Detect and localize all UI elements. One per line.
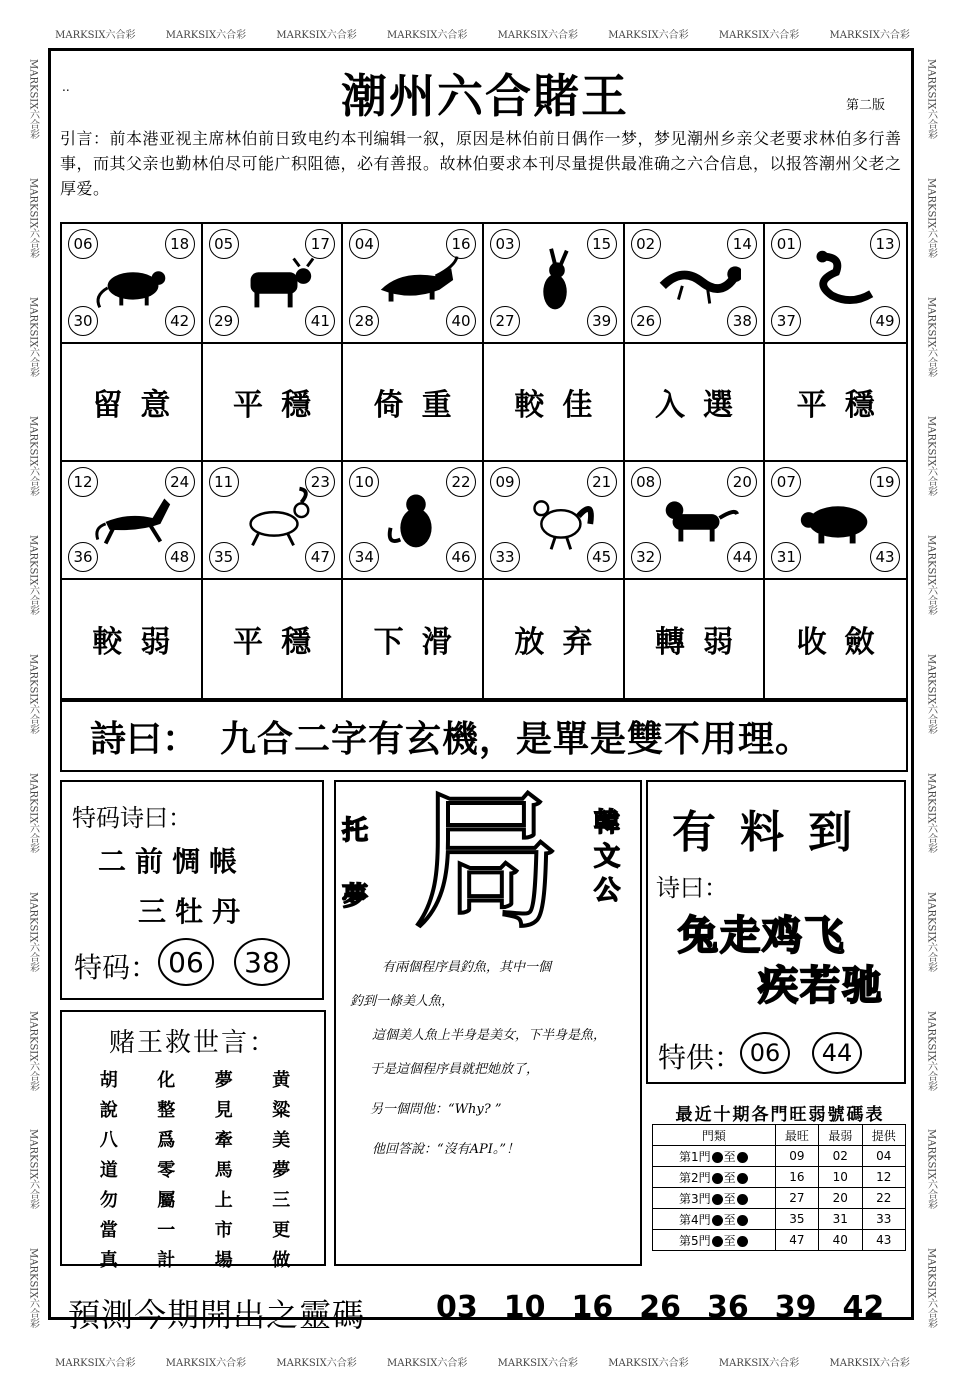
watermark-text: MARKSIX六合彩 — [925, 297, 937, 378]
zodiac-number: 46 — [446, 542, 476, 572]
zodiac-word: 轉弱 — [654, 625, 751, 660]
zodiac-grid — [60, 222, 908, 700]
center-left-char: 托 — [342, 816, 369, 846]
zodiac-cell — [484, 224, 625, 344]
edition-label: 第二版 — [846, 98, 886, 113]
history-gate — [653, 1167, 776, 1188]
range-label: 至 — [723, 1170, 736, 1185]
gambler-char: 八 — [99, 1130, 118, 1151]
center-left-text — [342, 814, 368, 914]
supply-num: 44 — [812, 1032, 862, 1074]
right-poem-line1: 兔走鸡飞 — [678, 913, 846, 959]
watermark-text: MARKSIX六合彩 — [608, 29, 689, 41]
zodiac-cell — [203, 224, 344, 344]
gambler-char: 屬 — [157, 1190, 176, 1211]
ball-icon — [737, 1152, 748, 1163]
watermark-text: MARKSIX六合彩 — [55, 1357, 136, 1369]
gambler-char: 道 — [99, 1160, 118, 1181]
intro-text: 引言：前本港亚视主席林伯前日致电约本刊编辑一叙，原因是林伯前日偶作一梦，梦见潮州乡亲父老要求林伯多行善事，而其父亲也勤林伯尽可能广积阻德，必有善报。故林伯要求本刊尽量提供最准确之六合信息，以报答潮州父老之厚爱。 — [60, 129, 902, 198]
zodiac-word: 放弃 — [514, 625, 611, 660]
zodiac-number: 36 — [68, 542, 98, 572]
ball-icon — [737, 1194, 748, 1205]
center-right-char: 文 — [594, 842, 621, 872]
watermark-top — [40, 22, 925, 44]
center-right-text — [594, 806, 620, 908]
range-label: 至 — [723, 1149, 736, 1164]
gambler-char: 真 — [99, 1250, 118, 1271]
zodiac-word-cell — [484, 580, 625, 698]
rooster-icon — [512, 484, 600, 554]
poem-label: 詩曰： — [90, 718, 199, 760]
gambler-char: 勿 — [99, 1190, 118, 1211]
special-code-label: 特码： — [74, 951, 159, 984]
history-header-row — [653, 1125, 906, 1146]
monkey-icon — [371, 484, 459, 554]
zodiac-word-cell — [625, 580, 766, 698]
zodiac-number: 03 — [490, 229, 520, 259]
history-header: 提供 — [862, 1125, 905, 1146]
watermark-text: MARKSIX六合彩 — [27, 534, 39, 616]
gambler-char: 更 — [272, 1220, 291, 1241]
dragon-icon — [653, 246, 741, 316]
zodiac-word-cell — [62, 580, 203, 698]
watermark-text: MARKSIX六合彩 — [27, 1010, 39, 1091]
gambler-char: 黄 — [272, 1070, 291, 1091]
watermark-text: MARKSIX六合彩 — [497, 29, 578, 41]
snake-icon — [793, 246, 881, 316]
gambler-char: 一 — [157, 1220, 176, 1241]
watermark-text: MARKSIX六合彩 — [27, 297, 39, 378]
watermark-text: MARKSIX六合彩 — [718, 1357, 800, 1369]
poem-text: 九合二字有玄機，是單是雙不用理。 — [220, 718, 813, 760]
horse-icon — [90, 484, 178, 554]
zodiac-word-cell — [62, 344, 203, 462]
ball-icon — [737, 1215, 748, 1226]
watermark-text: MARKSIX六合彩 — [718, 29, 800, 41]
zodiac-number: 02 — [631, 229, 661, 259]
prediction-number: 10 — [503, 1290, 546, 1325]
watermark-text: MARKSIX六合彩 — [386, 29, 468, 41]
history-offer: 43 — [862, 1230, 905, 1251]
zodiac-number: 47 — [305, 542, 335, 572]
gambler-char: 爲 — [157, 1130, 176, 1151]
pig-icon — [793, 484, 881, 554]
poem-banner — [60, 700, 908, 772]
history-offer: 33 — [862, 1209, 905, 1230]
zodiac-cell — [343, 224, 484, 344]
watermark-text: MARKSIX六合彩 — [925, 1010, 937, 1091]
history-hot: 16 — [775, 1167, 818, 1188]
zodiac-word: 較佳 — [514, 388, 611, 423]
ball-icon — [712, 1152, 723, 1163]
zodiac-word-cell — [765, 580, 906, 698]
zodiac-number: 09 — [490, 467, 520, 497]
story-line: 他回答說：“沒有API。”！ — [372, 1142, 520, 1157]
history-hot: 47 — [775, 1230, 818, 1251]
zodiac-number: 40 — [446, 306, 476, 336]
watermark-text: MARKSIX六合彩 — [27, 59, 39, 140]
gambler-chars — [80, 1066, 310, 1272]
gambler-char: 計 — [157, 1250, 176, 1271]
zodiac-number: 26 — [631, 306, 661, 336]
zodiac-number: 30 — [68, 306, 98, 336]
history-row — [653, 1188, 906, 1209]
gate-label: 第3門 — [679, 1191, 711, 1206]
watermark-text: MARKSIX六合彩 — [27, 891, 39, 972]
history-row — [653, 1230, 906, 1251]
zodiac-number: 31 — [771, 542, 801, 572]
history-offer: 12 — [862, 1167, 905, 1188]
watermark-bottom — [40, 1350, 925, 1372]
story-line: 另一個問他：“Why? ” — [370, 1102, 502, 1117]
zodiac-number: 15 — [587, 229, 617, 259]
ball-icon — [712, 1215, 723, 1226]
zodiac-number: 42 — [165, 306, 195, 336]
header-dots: .. — [62, 80, 70, 94]
zodiac-cell — [765, 224, 906, 344]
zodiac-number: 12 — [68, 467, 98, 497]
zodiac-cell — [203, 462, 344, 580]
gambler-char: 夢 — [214, 1070, 233, 1091]
watermark-text: MARKSIX六合彩 — [829, 1357, 910, 1369]
zodiac-number: 21 — [587, 467, 617, 497]
zodiac-word: 平穩 — [232, 388, 329, 423]
center-right-char: 公 — [594, 876, 621, 906]
range-label: 至 — [723, 1233, 736, 1248]
watermark-text: MARKSIX六合彩 — [27, 1129, 39, 1210]
zodiac-word: 下滑 — [373, 625, 470, 660]
story-line: 這個美人魚上半身是美女，下半身是魚， — [372, 1028, 607, 1043]
watermark-text: MARKSIX六合彩 — [276, 29, 357, 41]
history-gate — [653, 1209, 776, 1230]
zodiac-word: 平穩 — [232, 625, 329, 660]
zodiac-word-cell — [343, 344, 484, 462]
zodiac-number: 27 — [490, 306, 520, 336]
zodiac-cell — [765, 462, 906, 580]
right-poem-label: 诗曰： — [656, 874, 728, 902]
zodiac-number: 19 — [870, 467, 900, 497]
zodiac-number: 01 — [771, 229, 801, 259]
history-cold: 02 — [819, 1146, 862, 1167]
gambler-char: 夢 — [272, 1160, 291, 1181]
gambler-char: 整 — [157, 1100, 176, 1121]
zodiac-number: 41 — [305, 306, 335, 336]
zodiac-number: 11 — [209, 467, 239, 497]
goat-icon — [231, 484, 319, 554]
watermark-text: MARKSIX六合彩 — [165, 29, 247, 41]
history-row — [653, 1209, 906, 1230]
gambler-char: 零 — [157, 1160, 176, 1181]
zodiac-number: 16 — [446, 229, 476, 259]
zodiac-number: 34 — [349, 542, 379, 572]
zodiac-word-cell — [343, 580, 484, 698]
ball-icon — [737, 1236, 748, 1247]
watermark-text: MARKSIX六合彩 — [27, 653, 39, 735]
watermark-text: MARKSIX六合彩 — [925, 891, 937, 972]
history-hot: 35 — [775, 1209, 818, 1230]
zodiac-number: 38 — [727, 306, 757, 336]
watermark-left — [22, 40, 44, 1348]
zodiac-number: 44 — [727, 542, 757, 572]
watermark-text: MARKSIX六合彩 — [276, 1357, 357, 1369]
zodiac-number: 08 — [631, 467, 661, 497]
watermark-text: MARKSIX六合彩 — [925, 653, 937, 735]
watermark-text: MARKSIX六合彩 — [27, 1248, 39, 1329]
center-right-char: 韓 — [594, 808, 621, 838]
zodiac-number: 29 — [209, 306, 239, 336]
history-gate — [653, 1230, 776, 1251]
range-label: 至 — [723, 1212, 736, 1227]
gambler-char: 化 — [157, 1070, 176, 1091]
gambler-char: 粱 — [272, 1100, 291, 1121]
watermark-text: MARKSIX六合彩 — [608, 1357, 689, 1369]
special-code-line2: 三牡丹 — [138, 895, 250, 928]
gambler-char: 見 — [214, 1100, 233, 1121]
gambler-char: 說 — [99, 1100, 118, 1121]
prediction-number: 36 — [707, 1290, 749, 1325]
zodiac-word-cell — [484, 344, 625, 462]
zodiac-word: 收斂 — [796, 625, 893, 660]
gambler-char: 上 — [214, 1190, 233, 1211]
history-cold: 40 — [819, 1230, 862, 1251]
tiger-icon — [371, 246, 459, 316]
zodiac-number: 33 — [490, 542, 520, 572]
watermark-text: MARKSIX六合彩 — [925, 772, 937, 854]
gambler-char: 市 — [214, 1220, 233, 1241]
watermark-text: MARKSIX六合彩 — [829, 29, 910, 41]
prediction-number: 16 — [571, 1290, 614, 1325]
zodiac-number: 20 — [727, 467, 757, 497]
zodiac-number: 06 — [68, 229, 98, 259]
history-header: 最弱 — [819, 1125, 862, 1146]
zodiac-word-cell — [203, 344, 344, 462]
history-hot: 27 — [775, 1188, 818, 1209]
supply-label: 特供： — [658, 1041, 743, 1074]
history-header: 最旺 — [775, 1125, 818, 1146]
watermark-text: MARKSIX六合彩 — [27, 178, 39, 259]
watermark-text: MARKSIX六合彩 — [497, 1357, 578, 1369]
zodiac-number: 28 — [349, 306, 379, 336]
special-code-num: 38 — [234, 938, 290, 986]
zodiac-number: 22 — [446, 467, 476, 497]
history-cold: 31 — [819, 1209, 862, 1230]
dog-icon — [653, 484, 741, 554]
zodiac-number: 14 — [727, 229, 757, 259]
prediction-number: 03 — [436, 1290, 478, 1325]
gambler-char: 胡 — [99, 1070, 118, 1091]
watermark-text: MARKSIX六合彩 — [925, 178, 937, 259]
zodiac-word: 倚重 — [373, 388, 470, 423]
ball-icon — [712, 1194, 723, 1205]
zodiac-word: 入選 — [654, 388, 751, 423]
watermark-text: MARKSIX六合彩 — [925, 415, 937, 497]
gate-label: 第1門 — [679, 1149, 711, 1164]
watermark-right — [920, 40, 942, 1348]
prediction-number: 39 — [774, 1290, 817, 1325]
gambler-char: 場 — [214, 1250, 233, 1271]
special-code-line1: 二前惆帳 — [98, 845, 247, 878]
supply-num: 06 — [740, 1032, 790, 1074]
zodiac-cell — [62, 224, 203, 344]
history-gate — [653, 1146, 776, 1167]
gambler-char: 當 — [99, 1220, 118, 1241]
history-cold: 10 — [819, 1167, 862, 1188]
ball-icon — [712, 1236, 723, 1247]
ball-icon — [712, 1173, 723, 1184]
zodiac-cell — [62, 462, 203, 580]
zodiac-number: 32 — [631, 542, 661, 572]
watermark-text: MARKSIX六合彩 — [386, 1357, 468, 1369]
range-label: 至 — [723, 1191, 736, 1206]
zodiac-number: 24 — [165, 467, 195, 497]
ball-icon — [737, 1173, 748, 1184]
history-cold: 20 — [819, 1188, 862, 1209]
zodiac-number: 45 — [587, 542, 617, 572]
right-poem-line2: 疾若驰 — [758, 963, 884, 1009]
watermark-text: MARKSIX六合彩 — [925, 1248, 937, 1329]
gambler-char: 美 — [272, 1130, 291, 1151]
watermark-text: MARKSIX六合彩 — [55, 29, 136, 41]
prediction-number: 42 — [842, 1290, 885, 1325]
ox-icon — [231, 246, 319, 316]
gambler-char: 做 — [272, 1250, 291, 1271]
watermark-text: MARKSIX六合彩 — [27, 772, 39, 854]
prediction-label: 預測今期開出之靈碼 — [68, 1296, 366, 1334]
zodiac-number: 49 — [870, 306, 900, 336]
zodiac-number: 43 — [870, 542, 900, 572]
zodiac-word: 留意 — [92, 388, 189, 423]
zodiac-number: 07 — [771, 467, 801, 497]
watermark-text: MARKSIX六合彩 — [925, 1129, 937, 1210]
zodiac-number: 04 — [349, 229, 379, 259]
history-hot: 09 — [775, 1146, 818, 1167]
gate-label: 第4門 — [679, 1212, 711, 1227]
gambler-char: 三 — [272, 1190, 291, 1211]
watermark-text: MARKSIX六合彩 — [925, 59, 937, 140]
history-offer: 22 — [862, 1188, 905, 1209]
history-offer: 04 — [862, 1146, 905, 1167]
big-character: 局 — [412, 776, 563, 950]
zodiac-number: 39 — [587, 306, 617, 336]
zodiac-word-cell — [203, 580, 344, 698]
zodiac-number: 35 — [209, 542, 239, 572]
zodiac-word: 平穩 — [796, 388, 893, 423]
rat-icon — [90, 246, 178, 316]
history-row — [653, 1167, 906, 1188]
zodiac-number: 10 — [349, 467, 379, 497]
headline: 有料到 — [672, 807, 876, 858]
gambler-char: 牽 — [214, 1130, 233, 1151]
prediction-number: 26 — [639, 1290, 681, 1325]
watermark-text: MARKSIX六合彩 — [27, 415, 39, 497]
zodiac-number: 05 — [209, 229, 239, 259]
gambler-char: 馬 — [214, 1160, 233, 1181]
zodiac-number: 23 — [305, 467, 335, 497]
special-code-title: 特码诗曰： — [72, 804, 192, 832]
history-gate — [653, 1188, 776, 1209]
zodiac-cell — [343, 462, 484, 580]
history-table — [652, 1124, 906, 1251]
watermark-text: MARKSIX六合彩 — [925, 534, 937, 616]
watermark-text: MARKSIX六合彩 — [165, 1357, 247, 1369]
gate-label: 第2門 — [679, 1170, 711, 1185]
gambler-title: 赌王救世言： — [108, 1028, 277, 1058]
history-title: 最近十期各門旺弱號碼表 — [675, 1105, 885, 1125]
gate-label: 第5門 — [679, 1233, 711, 1248]
zodiac-word-cell — [765, 344, 906, 462]
history-header: 門類 — [653, 1125, 776, 1146]
story-line: 于是這個程序員就把她放了， — [370, 1062, 540, 1077]
history-row — [653, 1146, 906, 1167]
zodiac-number: 48 — [165, 542, 195, 572]
zodiac-number: 13 — [870, 229, 900, 259]
prediction-numbers — [436, 1290, 884, 1325]
page-title: 潮州六合賭王 — [341, 69, 629, 123]
zodiac-word: 較弱 — [92, 625, 189, 660]
rabbit-icon — [512, 246, 600, 316]
zodiac-cell — [484, 462, 625, 580]
story-line: 有兩個程序員釣魚，其中一個 — [382, 960, 552, 975]
special-code-num: 06 — [158, 938, 214, 986]
zodiac-number: 18 — [165, 229, 195, 259]
zodiac-cell — [625, 224, 766, 344]
zodiac-word-cell — [625, 344, 766, 462]
zodiac-number: 37 — [771, 306, 801, 336]
story-line: 釣到一條美人魚， — [350, 994, 455, 1009]
zodiac-cell — [625, 462, 766, 580]
zodiac-number: 17 — [305, 229, 335, 259]
center-left-char: 夢 — [342, 882, 369, 912]
